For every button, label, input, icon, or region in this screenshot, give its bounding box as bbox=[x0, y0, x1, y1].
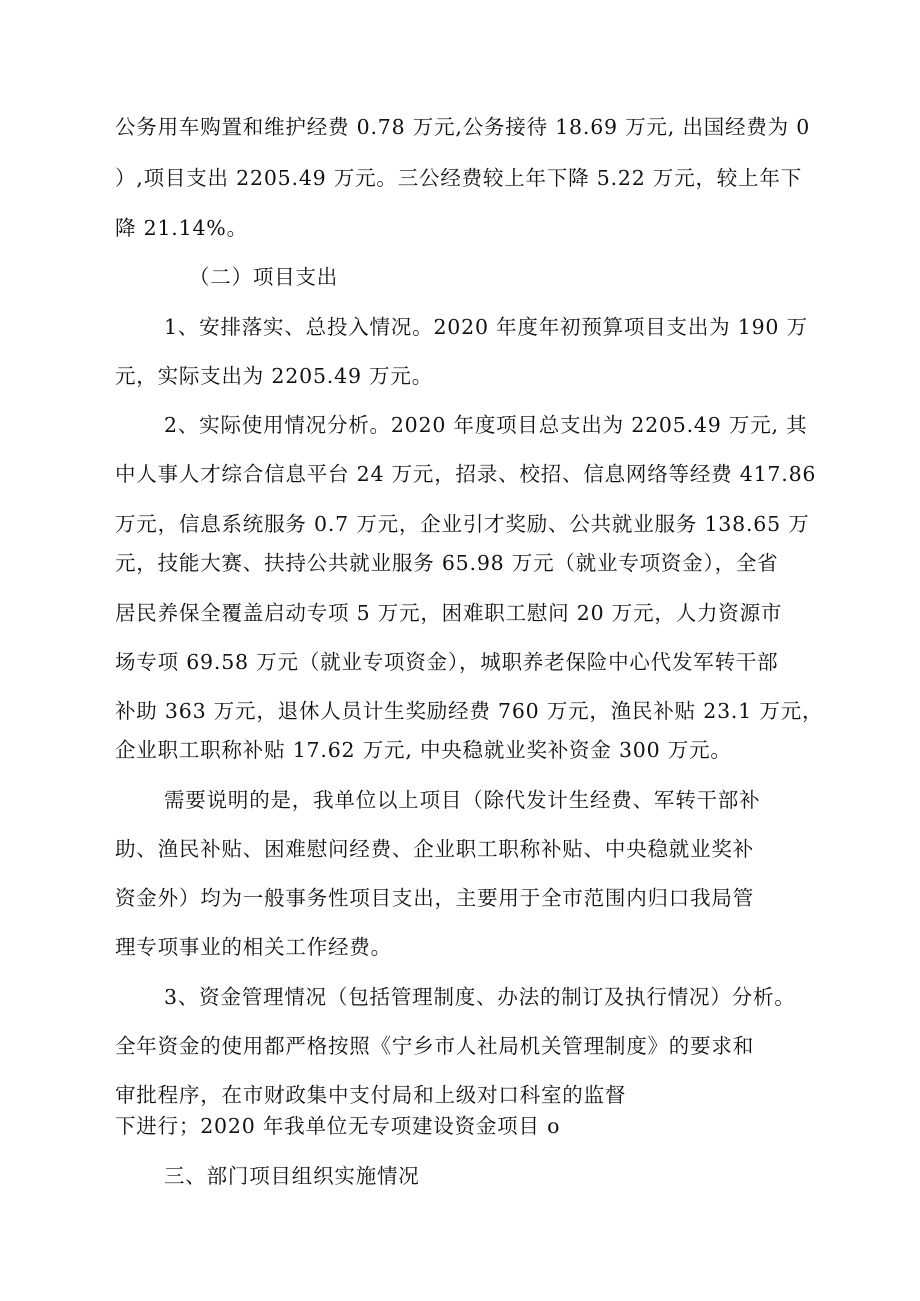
paragraph-line: 3、资金管理情况（包括管理制度、办法的制订及执行情况）分析。 bbox=[164, 985, 796, 1009]
paragraph-line: 下进行；2020 年我单位无专项建设资金项目 o bbox=[115, 1114, 561, 1138]
paragraph-line: ）,项目支出 2205.49 万元。三公经费较上年下降 5.22 万元，较上年下 bbox=[115, 166, 802, 190]
paragraph-line: 2、实际使用情况分析。2020 年度项目总支出为 2205.49 万元, 其 bbox=[164, 413, 808, 437]
paragraph-line: 公务用车购置和维护经费 0.78 万元,公务接待 18.69 万元, 出国经费为 0 bbox=[115, 115, 811, 139]
section-heading: （二）项目支出 bbox=[189, 265, 339, 289]
paragraph-line: 助、渔民补贴、困难慰问经费、企业职工职称补贴、中央稳就业奖补 bbox=[115, 837, 754, 861]
paragraph-line: 理专项事业的相关工作经费。 bbox=[115, 935, 392, 959]
paragraph-line: 万元，信息系统服务 0.7 万元，企业引才奖励、公共就业服务 138.65 万 bbox=[115, 512, 810, 536]
paragraph-line: 中人事人才综合信息平台 24 万元，招录、校招、信息网络等经费 417.86 bbox=[115, 462, 817, 486]
paragraph-line: 居民养保全覆盖启动专项 5 万元，困难职工慰问 20 万元，人力资源市 bbox=[115, 601, 783, 625]
paragraph-line: 资金外）均为一般事务性项目支出，主要用于全市范围内归口我局管 bbox=[115, 886, 754, 910]
paragraph-line: 1、安排落实、总投入情况。2020 年度年初预算项目支出为 190 万 bbox=[164, 315, 808, 339]
paragraph-line: 降 21.14%。 bbox=[115, 216, 248, 240]
section-heading: 三、部门项目组织实施情况 bbox=[164, 1164, 420, 1188]
paragraph-line: 元，实际支出为 2205.49 万元。 bbox=[115, 364, 434, 388]
paragraph-line: 需要说明的是，我单位以上项目（除代发计生经费、军转干部补 bbox=[164, 788, 761, 812]
paragraph-line: 补助 363 万元，退休人员计生奖励经费 760 万元，渔民补贴 23.1 万元， bbox=[115, 699, 824, 723]
paragraph-line: 全年资金的使用都严格按照《宁乡市人社局机关管理制度》的要求和 bbox=[115, 1034, 754, 1058]
paragraph-line: 场专项 69.58 万元（就业专项资金），城职养老保险中心代发军转干部 bbox=[115, 650, 779, 674]
paragraph-line: 企业职工职称补贴 17.62 万元, 中央稳就业奖补资金 300 万元。 bbox=[115, 738, 732, 762]
paragraph-line: 元，技能大赛、扶持公共就业服务 65.98 万元（就业专项资金），全省 bbox=[115, 551, 779, 575]
paragraph-line: 审批程序，在市财政集中支付局和上级对口科室的监督 bbox=[115, 1083, 627, 1107]
